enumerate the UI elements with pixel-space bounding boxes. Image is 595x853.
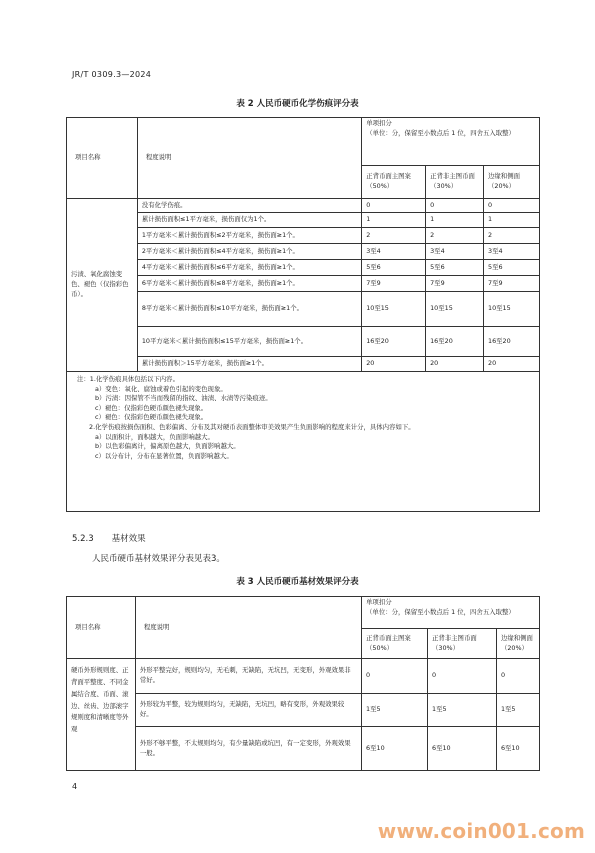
table-cell: 16至20 [426,327,484,357]
table2-notes [67,372,540,512]
table-cell: 5至6 [362,260,426,276]
table3-header-item: 项目名称 [67,597,136,659]
standard-number: JR/T 0309.3—2024 [72,70,152,79]
table-cell: 2 [484,228,540,244]
table-cell: 20 [426,357,484,372]
table-cell: 累计损伤面积≤1平方毫米，损伤面仅为1个。 [137,213,361,228]
table-cell: 0 [484,199,540,213]
table-cell: 2平方毫米＜累计损伤面积≤4平方毫米，损伤面≥1个。 [137,244,361,260]
table3-header-desc: 程度说明 [135,597,361,659]
table2-header-col2: 正背非主图币面（30%） [426,166,484,199]
table-cell: 10至15 [426,292,484,327]
table2-header-item: 项目名称 [67,118,138,199]
table-cell: 2 [426,228,484,244]
table-cell: 0 [426,199,484,213]
table3-header-group-sub: （单位：分，保留至小数点后 1 位，四舍五入取整） [366,607,515,616]
table2-header-group [362,118,540,166]
table2-header-desc: 程度说明 [137,118,361,199]
table-cell: 3至4 [362,244,426,260]
table-cell: 1平方毫米＜累计损伤面积≤2平方毫米，损伤面≥1个。 [137,228,361,244]
note-line: 2.化学伤痕按损伤面积、色彩偏离、分布及其对硬币表面整体审美效果产生负面影响的程度来计分，具体内容如下。 [89,423,415,432]
note-line: b）以色彩偏离计，偏离原色越大，负面影响越大。 [95,442,240,451]
table-cell: 0 [362,659,428,694]
table-cell: 6至10 [496,727,539,771]
table-cell: 1至5 [428,694,497,727]
table2-item-name: 污渍、氧化腐蚀变色、褪色（仅指彩色币）。 [67,199,138,372]
page-number: 4 [72,782,78,791]
table-cell: 0 [362,199,426,213]
table-cell: 外形较为平整，较为规则均匀，无缺陷，无坑凹，略有变形，外观效果较好。 [135,694,361,727]
table2-header-col3: 边缘和侧面（20%） [484,166,540,199]
section-heading [72,532,164,544]
section-number: 5.2.3 [72,534,94,544]
table-cell: 1 [362,213,426,228]
section-title: 基材效果 [111,534,146,544]
table3-header-col3: 边缘和侧面（20%） [496,629,539,659]
table-cell: 1至5 [362,694,428,727]
table-cell: 6至10 [362,727,428,771]
table2 [66,117,540,512]
table3-item-name: 硬币外形规则度、正背面平整度、不同金属结合度、币面、滚边、丝齿、边部滚字规则度和清晰度等外观 [67,659,136,771]
table-cell: 20 [484,357,540,372]
note-line: a）以面积计，面积越大，负面影响越大。 [95,432,214,441]
table-cell: 4平方毫米＜累计损伤面积≤6平方毫米，损伤面≥1个。 [137,260,361,276]
note-line: 注：1.化学伤痕具体包括以下内容。 [77,375,179,383]
table-cell: 2 [362,228,426,244]
table-cell: 0 [496,659,539,694]
table-cell: 10至15 [362,292,426,327]
table-cell: 7至9 [426,276,484,292]
table-cell: 没有化学伤痕。 [137,199,361,213]
body-paragraph: 人民币硬币基材效果评分表见表3。 [92,554,225,564]
table-cell: 外形不够平整，不太规则均匀，有少量缺陷或坑凹，有一定变形，外观效果一般。 [135,727,361,771]
table3-caption: 表 3 人民币硬币基材效果评分表 [236,577,359,587]
table-cell: 20 [362,357,426,372]
watermark: www.coin001.com [377,819,585,843]
table-cell: 3至4 [426,244,484,260]
table3-header-group [362,597,540,629]
table-cell: 7至9 [362,276,426,292]
table-cell: 10至15 [484,292,540,327]
table2-header-col1: 正背币面主图案（50%） [362,166,426,199]
table-cell: 累计损伤面积＞15平方毫米，损伤面≥1个。 [137,357,361,372]
note-line: a）变色：氧化、腐蚀或着色引起的变色现象。 [95,384,227,393]
note-line: c）以分布计，分布在显著位置，负面影响越大。 [95,451,233,460]
note-line: c）褪色：仅指彩色硬币颜色褪失现象。 [95,413,208,422]
table3-header-col1: 正背币面主图案（50%） [362,629,428,659]
table-cell: 7至9 [484,276,540,292]
table-cell: 10平方毫米＜累计损伤面积≤15平方毫米，损伤面≥1个。 [137,327,361,357]
table-cell: 5至6 [426,260,484,276]
table-cell: 16至20 [362,327,426,357]
table3 [66,596,540,771]
table-cell: 6至10 [428,727,497,771]
note-line: c）褪色：仅指彩色硬币颜色褪失现象。 [95,403,208,412]
table-cell: 8平方毫米＜累计损伤面积≤10平方毫米，损伤面≥1个。 [137,292,361,327]
table3-header-col2: 正背非主图币面（30%） [428,629,497,659]
table-cell: 1至5 [496,694,539,727]
table-cell: 5至6 [484,260,540,276]
table-cell: 1 [426,213,484,228]
table-cell: 16至20 [484,327,540,357]
table-cell: 外形平整完好，规则均匀，无毛刺，无缺陷，无坑凹，无变形，外观效果非常好。 [135,659,361,694]
note-line: b）污渍：因保管不当而残留的指纹、油渍、水渍等污染痕迹。 [95,394,272,403]
table-cell: 1 [484,213,540,228]
table3-header-group-title: 单项扣分 [366,598,392,606]
table-cell: 0 [428,659,497,694]
table2-header-group-sub: （单位：分，保留至小数点后 1 位，四舍五入取整） [366,128,515,137]
table-cell: 3至4 [484,244,540,260]
table-cell: 6平方毫米＜累计损伤面积≤8平方毫米，损伤面≥1个。 [137,276,361,292]
table2-header-group-title: 单项扣分 [366,119,392,127]
table2-caption: 表 2 人民币硬币化学伤痕评分表 [236,99,359,109]
